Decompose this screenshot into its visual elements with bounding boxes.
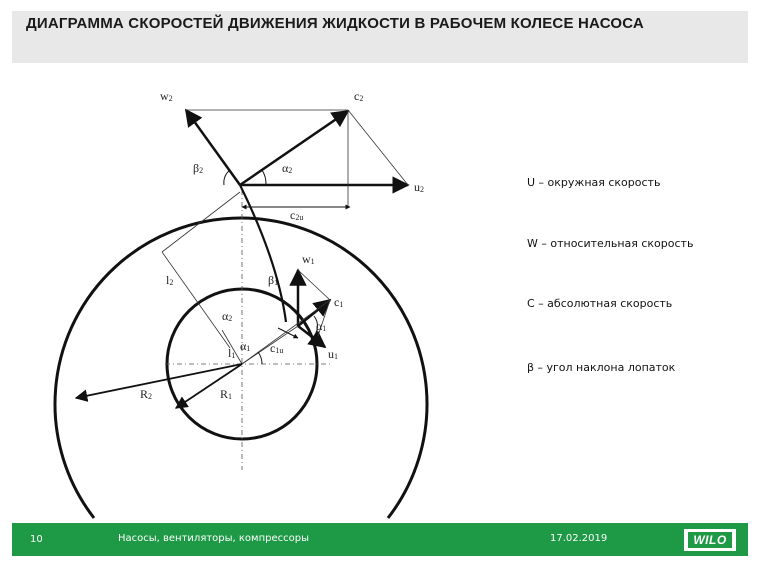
- label-u1: u1: [328, 347, 338, 361]
- label-w2: w2: [160, 89, 173, 103]
- legend-item-beta: β – угол наклона лопаток: [527, 361, 676, 374]
- c2-u2-connector: [348, 110, 408, 185]
- label-alpha1-center: α1: [240, 339, 251, 353]
- label-u2: u2: [414, 180, 424, 194]
- label-c2: c2: [354, 89, 364, 103]
- label-alpha1-right: α1: [316, 319, 327, 333]
- alpha2-arc: [262, 170, 266, 185]
- l2-line: [162, 192, 240, 252]
- blade-curve: [240, 185, 286, 322]
- label-c2u: c2u: [290, 208, 304, 222]
- label-r1: R1: [220, 387, 233, 401]
- legend-item-u: U – окружная скорость: [527, 176, 661, 189]
- beta2-arc: [224, 170, 230, 185]
- label-l1: l1: [228, 346, 236, 360]
- wilo-logo: [684, 529, 736, 551]
- c2-vector: [240, 111, 348, 185]
- w1-c1-connector: [298, 270, 330, 300]
- label-w1: w1: [302, 252, 315, 266]
- label-alpha2-mid: α2: [222, 309, 233, 323]
- legend-item-c: C – абсолютная скорость: [527, 297, 673, 310]
- page-number: 10: [30, 534, 43, 545]
- label-alpha2-top: α2: [282, 161, 293, 175]
- legend-item-w: W – относительная скорость: [527, 237, 694, 250]
- page-title: ДИАГРАММА СКОРОСТЕЙ ДВИЖЕНИЯ ЖИДКОСТИ В РАБОЧЕМ КОЛЕСЕ НАСОСА: [26, 15, 644, 32]
- footer-bar: [12, 523, 748, 556]
- label-r2: R2: [140, 387, 153, 401]
- footer-date: 17.02.2019: [550, 533, 608, 544]
- footer-subject: Насосы, вентиляторы, компрессоры: [118, 533, 309, 544]
- label-c1u: c1u: [270, 341, 284, 355]
- alpha1-center-arc: [258, 352, 262, 364]
- label-c1: c1: [334, 295, 344, 309]
- wilo-logo-text: WILO: [688, 532, 732, 548]
- label-beta1: β1: [268, 273, 279, 287]
- label-l2: l2: [166, 273, 174, 287]
- outer-impeller-arc: [55, 218, 427, 518]
- label-beta2: β2: [193, 161, 204, 175]
